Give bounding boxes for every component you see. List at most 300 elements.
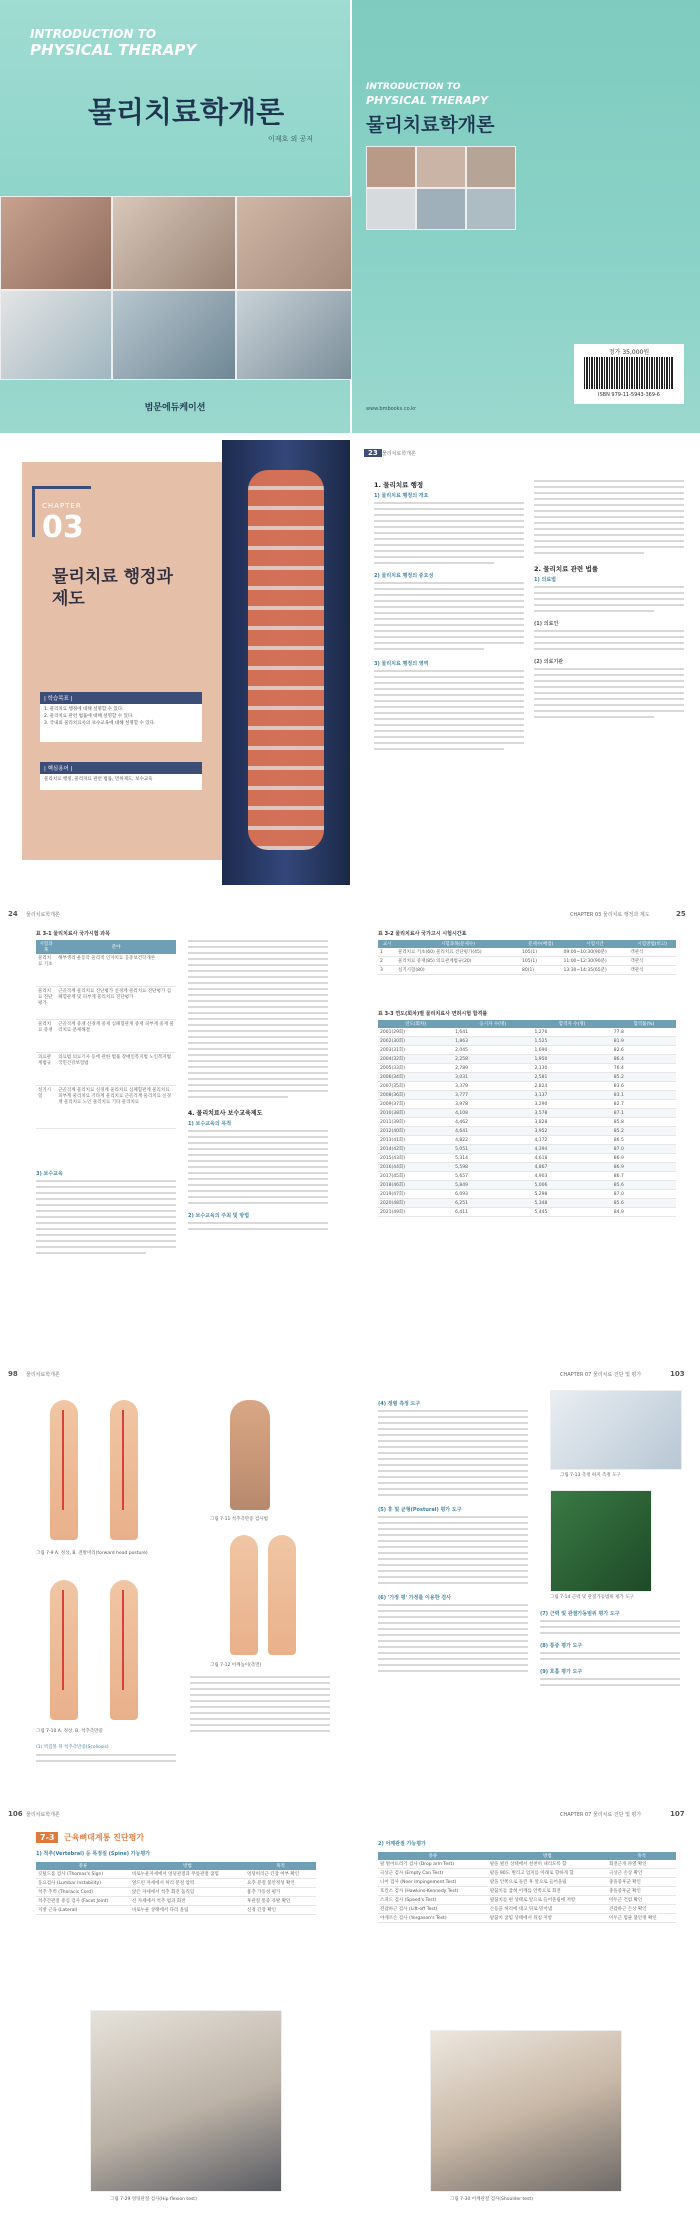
side-figure-1 xyxy=(230,1400,270,1510)
page-header: 물리치료학개론 xyxy=(382,451,416,457)
keywords-text: 물리치료 행정, 물리치료 관련 법률, 면허제도, 보수교육 xyxy=(44,777,153,782)
text-line xyxy=(374,538,524,540)
text-line xyxy=(534,680,684,682)
fig4-caption: 그림 7-11 척추측만증 검사법 xyxy=(210,1517,268,1522)
text-line xyxy=(190,1706,330,1708)
text-line xyxy=(36,1210,176,1212)
cell: 86.7 xyxy=(612,1172,676,1181)
spine-line xyxy=(122,1410,124,1510)
text-line xyxy=(378,1564,528,1566)
cell: 1,950 xyxy=(532,1055,611,1064)
text-line xyxy=(374,676,524,678)
back-photo-2 xyxy=(416,146,466,188)
text-line xyxy=(534,630,684,632)
publisher: 범문에듀케이션 xyxy=(144,403,206,413)
cell: 물리치료 중재(85) 의료관계법규(20) xyxy=(396,957,520,966)
text-line xyxy=(36,1760,176,1762)
text-line xyxy=(374,648,484,650)
exam-photo-1 xyxy=(90,2010,282,2192)
cell: 2008(36회) xyxy=(378,1091,453,1100)
table-header: 방법 xyxy=(130,1862,245,1870)
text-line xyxy=(534,522,684,524)
cell: 엎드린 자세에서 허리 분절 압력 xyxy=(130,1879,245,1888)
cell: 호킨스 검사 (Hawkins-Kennedy Test) xyxy=(378,1887,488,1896)
table-row xyxy=(378,1914,676,1923)
cell: 3,828 xyxy=(532,1118,611,1127)
text-line xyxy=(378,1516,528,1518)
text-line xyxy=(188,994,328,996)
text-line xyxy=(36,1222,176,1224)
cell: 2013(41회) xyxy=(378,1136,453,1145)
cell: 바로누운자세에서 엉덩관절과 무릎관절 굽힘 xyxy=(130,1870,245,1879)
back-photo-4 xyxy=(366,188,416,230)
body-figure-3 xyxy=(50,1580,78,1720)
fig3-caption: (1) 벽짐볼 뒤 척추측만증(Scoliosis) xyxy=(36,1745,109,1750)
table1-header: 시험과목 xyxy=(36,940,56,954)
cell: 충돌증후군 확인 xyxy=(607,1878,676,1887)
cover-photo-4 xyxy=(0,290,112,380)
table-row xyxy=(378,1878,676,1887)
cell: 1,276 xyxy=(532,1028,611,1037)
text-line xyxy=(378,1464,528,1466)
text-line xyxy=(378,1540,528,1542)
cell: 팔을 벌린 상태에서 천천히 내리도록 함 xyxy=(488,1860,607,1869)
table-row xyxy=(378,948,676,957)
cell: 앉은 자세에서 척추 회전 움직임 xyxy=(130,1888,245,1897)
cell: 야게르손 검사 (Yergason's Test) xyxy=(378,1914,488,1923)
sub6: (9) 호흡 평가 도구 xyxy=(540,1669,583,1675)
cover-author: 이재호 외 공저 xyxy=(268,135,314,143)
cell: 6,411 xyxy=(453,1208,532,1217)
isbn: ISBN 979-11-5943-369-6 xyxy=(598,392,660,398)
sec1-2: 2) 물리치료 행정의 중요성 xyxy=(374,573,434,579)
text-line xyxy=(188,970,328,972)
text-line xyxy=(188,1084,328,1086)
cell: 동요검사 (Lumbar Instability) xyxy=(36,1879,130,1888)
cell: 지방 근육 (Lateral) xyxy=(36,1906,130,1915)
cell: 86.9 xyxy=(612,1163,676,1172)
table2-header: 시험과목(문제수) xyxy=(396,940,520,948)
text-line xyxy=(378,1546,528,1548)
table-row xyxy=(378,1100,676,1109)
sec2-2: (1) 의료인 xyxy=(534,621,559,627)
tables-spread xyxy=(0,900,700,1345)
objective-2: 2. 물리치료 관련 법률에 대해 설명할 수 있다. xyxy=(44,714,134,719)
text-line xyxy=(378,1446,528,1448)
text-line xyxy=(378,1434,528,1436)
text-line xyxy=(374,706,524,708)
text-line xyxy=(540,1632,680,1634)
text-line xyxy=(540,1658,680,1660)
text-line xyxy=(374,712,524,714)
section-badge: 7-3 xyxy=(36,1832,58,1843)
chapter-title-1: 물리치료 행정과 xyxy=(52,567,173,587)
text-line xyxy=(534,704,684,706)
cover-title: 물리치료학개론 xyxy=(88,95,285,129)
cell: 85.2 xyxy=(612,1127,676,1136)
text-line xyxy=(378,1488,528,1490)
text-line xyxy=(188,1196,328,1198)
cell: 5,006 xyxy=(532,1181,611,1190)
cell: 2001(29회) xyxy=(378,1028,453,1037)
text-line xyxy=(36,1754,176,1756)
table3-header: 합격률(%) xyxy=(612,1020,676,1028)
page-number: 23 xyxy=(364,449,382,457)
text-line xyxy=(378,1528,528,1530)
text-line xyxy=(374,606,524,608)
back-cover xyxy=(352,0,700,433)
text-line xyxy=(378,1494,528,1496)
text-line xyxy=(188,958,328,960)
keywords-title: | 핵심용어 | xyxy=(40,762,202,774)
text-line xyxy=(36,1216,176,1218)
text-line xyxy=(378,1670,528,1672)
cell: 87.0 xyxy=(612,1145,676,1154)
text-line xyxy=(36,1204,176,1206)
cell: 회전근개 파열 확인 xyxy=(607,1860,676,1869)
page-header-right: CHAPTER 07 물리치료 진단 및 평가 xyxy=(560,1812,642,1818)
cell: 3 xyxy=(378,966,396,975)
cell: 2017(45회) xyxy=(378,1172,453,1181)
table-row xyxy=(378,1190,676,1199)
text-line xyxy=(36,1186,176,1188)
body-figure-1 xyxy=(50,1400,78,1540)
chapter-spread xyxy=(0,440,700,885)
page-number-left: 98 xyxy=(8,1370,18,1378)
fig6-caption: 그림 7-13 측정 하지 측정 도구 xyxy=(560,1473,621,1478)
text-line xyxy=(378,1558,528,1560)
cell: 4,641 xyxy=(453,1127,532,1136)
cell: 척추간관절 중심 검사 (Facet Joint) xyxy=(36,1897,130,1906)
text-line xyxy=(534,698,684,700)
spine-line xyxy=(122,1590,124,1690)
text-line xyxy=(534,636,684,638)
text-line xyxy=(540,1684,680,1686)
cell: 76.4 xyxy=(612,1064,676,1073)
cell: 바로누운 상태에서 다리 올림 xyxy=(130,1906,245,1915)
figures-spread xyxy=(0,1360,700,1790)
cell: 손등을 허리에 대고 뒤로 밀어냄 xyxy=(488,1905,607,1914)
text-line xyxy=(374,736,524,738)
text-line xyxy=(374,562,494,564)
cell: 1,863 xyxy=(453,1037,532,1046)
cell: 5,314 xyxy=(453,1154,532,1163)
cell: 83.6 xyxy=(612,1082,676,1091)
text-line xyxy=(188,1148,328,1150)
cell: 스피드 검사 (Speed's Test) xyxy=(378,1896,488,1905)
table-row xyxy=(378,1145,676,1154)
text-line xyxy=(378,1452,528,1454)
cell: 신경 긴장 확인 xyxy=(245,1906,316,1915)
sec1-title: 1. 물리치료 행정 xyxy=(374,481,424,489)
sec1-3: 3) 물리치료 행정의 영역 xyxy=(374,661,429,667)
cell: 4,462 xyxy=(453,1118,532,1127)
cell: 팔을 안쪽으로 돌린 후 앞으로 들어올림 xyxy=(488,1878,607,1887)
cell: 105(1) xyxy=(520,957,561,966)
table-row xyxy=(378,1154,676,1163)
text-line xyxy=(188,1190,328,1192)
cover-photo-2 xyxy=(112,196,236,290)
cell: 105(1) xyxy=(520,948,561,957)
body-figure-4 xyxy=(110,1580,138,1720)
text-line xyxy=(188,1222,328,1224)
table-row xyxy=(378,1208,676,1217)
table-row xyxy=(378,1073,676,1082)
cell: 13:30~14:35(65분) xyxy=(561,966,628,975)
cell: 물리치료 중재 xyxy=(36,1020,56,1053)
cell: 2010(38회) xyxy=(378,1109,453,1118)
table-row xyxy=(36,1020,176,1053)
text-line xyxy=(36,1246,176,1248)
table2 xyxy=(378,940,676,975)
cell: 86.5 xyxy=(612,1136,676,1145)
sub2: 2) 어깨관절 가능평가 xyxy=(378,1841,426,1847)
fig1-caption: 그림 7-9 A. 정상, B. 전방머리(forward head posture) xyxy=(36,1551,148,1556)
cell: 3,137 xyxy=(532,1091,611,1100)
cell: 엉덩허리근 긴장 여부 확인 xyxy=(245,1870,316,1879)
cell: 84.9 xyxy=(612,1208,676,1217)
cell: 2019(47회) xyxy=(378,1190,453,1199)
text-line xyxy=(378,1470,528,1472)
text-line xyxy=(188,1036,328,1038)
text-line xyxy=(374,520,524,522)
test-table-2 xyxy=(378,1852,676,1923)
front-cover xyxy=(0,0,350,433)
cell: 3,379 xyxy=(453,1082,532,1091)
cell: 2002(30회) xyxy=(378,1037,453,1046)
text-line xyxy=(188,1048,328,1050)
text-line xyxy=(188,1006,328,1008)
table-row xyxy=(378,1136,676,1145)
cell: 팔 떨어뜨리기 검사 (Drop arm Test) xyxy=(378,1860,488,1869)
text-line xyxy=(188,1166,328,1168)
fig2-caption: 그림 7-10 A. 정상, B. 척추측만증 xyxy=(36,1729,103,1734)
cell: 87.1 xyxy=(612,1109,676,1118)
text-line xyxy=(378,1410,528,1412)
cell: 2020(48회) xyxy=(378,1199,453,1208)
sec2-title: 2. 물리치료 관련 법률 xyxy=(534,565,599,573)
eng-title-2: PHYSICAL THERAPY xyxy=(30,41,197,59)
table-row xyxy=(378,1896,676,1905)
text-line xyxy=(534,546,684,548)
cell: 3,578 xyxy=(532,1109,611,1118)
page-number-right: 25 xyxy=(676,910,686,918)
cell: 86.9 xyxy=(612,1154,676,1163)
cell: 2,258 xyxy=(453,1055,532,1064)
back-eng-2: PHYSICAL THERAPY xyxy=(366,94,488,107)
text-line xyxy=(188,940,328,942)
table1-title: 표 3-1 물리치료사 국가시험 과목 xyxy=(36,931,110,937)
page-number-right: 107 xyxy=(670,1810,685,1818)
cell: 2014(42회) xyxy=(378,1145,453,1154)
text-line xyxy=(188,1042,328,1044)
back-photo-1 xyxy=(366,146,416,188)
text-line xyxy=(534,604,684,606)
table-row xyxy=(378,1082,676,1091)
photo-caption-2: 그림 7-30 어깨관절 검사(Shoulder test) xyxy=(450,2197,533,2202)
table2-header: 시험방법(비고) xyxy=(628,940,676,948)
text-line xyxy=(534,592,684,594)
text-line xyxy=(378,1628,528,1630)
text-line xyxy=(188,1024,328,1026)
text-line xyxy=(374,556,524,558)
table-row xyxy=(378,1037,676,1046)
cell: 6,251 xyxy=(453,1199,532,1208)
fig7-caption: 그림 7-14 근력 및 관절가동범위 평가 도구 xyxy=(550,1595,634,1600)
table-row xyxy=(36,1870,316,1879)
text-line xyxy=(188,964,328,966)
table-row xyxy=(378,957,676,966)
text-line xyxy=(36,1240,176,1242)
text-line xyxy=(378,1458,528,1460)
text-line xyxy=(534,692,684,694)
sec3: 3) 보수교육 xyxy=(36,1171,63,1177)
text-line xyxy=(378,1604,528,1606)
text-line xyxy=(374,550,524,552)
chapter-number: 03 xyxy=(42,510,84,545)
table-row xyxy=(378,1109,676,1118)
cell: 팔꿈치를 굽혀 어깨를 안쪽으로 회전 xyxy=(488,1887,607,1896)
text-line xyxy=(188,1060,328,1062)
spine-image xyxy=(222,440,350,885)
text-line xyxy=(374,700,524,702)
cell: 3,952 xyxy=(532,1127,611,1136)
table-row xyxy=(378,1869,676,1878)
text-line xyxy=(534,642,684,644)
cell: 85.8 xyxy=(612,1118,676,1127)
text-line xyxy=(534,528,684,530)
cell: 근골격계 물리치료 진단평가 신경계 물리치료 진단평가 심폐혈관계 및 피부계 물리치료 진단평가 xyxy=(56,987,176,1020)
cell: 깃털드롭 검사 (Thomas's Sign) xyxy=(36,1870,130,1879)
page-number-right: 103 xyxy=(670,1370,685,1378)
text-line xyxy=(378,1652,528,1654)
table-row xyxy=(378,966,676,975)
text-line xyxy=(190,1700,330,1702)
text-line xyxy=(374,748,504,750)
body-figure-2 xyxy=(110,1400,138,1540)
exam-photo-2 xyxy=(430,2030,622,2192)
table-row xyxy=(378,1199,676,1208)
text-line xyxy=(36,1180,176,1182)
table-header: 목적 xyxy=(245,1862,316,1870)
text-line xyxy=(534,610,654,612)
text-line xyxy=(534,534,684,536)
barcode xyxy=(584,357,674,389)
text-line xyxy=(188,1066,328,1068)
text-line xyxy=(188,1054,328,1056)
cover-photo-6 xyxy=(236,290,352,380)
text-line xyxy=(374,682,524,684)
table2-title: 표 3-2 물리치료사 국가고시 시험시간표 xyxy=(378,931,467,937)
cell: 1 xyxy=(378,948,396,957)
cell: 근골격계 물리치료 신경계 물리치료 심폐혈관계 물리치료 피부계 물리치료 기타계 물리치료 근골격계 물리치료 신경계 물리치료 노인 물리치료 기타 물리치료 xyxy=(56,1086,176,1129)
cell: 팔을 90도 벌리고 엄지를 아래로 향하게 함 xyxy=(488,1869,607,1878)
text-line xyxy=(378,1616,528,1618)
text-line xyxy=(190,1724,330,1726)
cell: 이두근 힘줄 불안정 확인 xyxy=(607,1914,676,1923)
cell: 5,445 xyxy=(532,1208,611,1217)
cell: 4,867 xyxy=(532,1163,611,1172)
page-number-left: 24 xyxy=(8,910,18,918)
text-line xyxy=(534,598,684,600)
text-line xyxy=(374,544,524,546)
text-line xyxy=(188,1090,328,1092)
text-line xyxy=(378,1428,528,1430)
table-header: 방법 xyxy=(488,1852,607,1860)
sec1-1: 1) 물리치료 행정의 개요 xyxy=(374,493,429,499)
cell: 3,290 xyxy=(532,1100,611,1109)
cell: 5,298 xyxy=(532,1190,611,1199)
text-line xyxy=(188,982,328,984)
cell: 후관절 통증 유발 확인 xyxy=(245,1897,316,1906)
text-line xyxy=(540,1678,680,1680)
cover-photo-1 xyxy=(0,196,112,290)
text-line xyxy=(190,1712,330,1714)
text-line xyxy=(188,1154,328,1156)
sub2: (5) 휴 및 균형(Postural) 평가 도구 xyxy=(378,1507,462,1513)
text-line xyxy=(374,694,524,696)
text-line xyxy=(188,1000,328,1002)
cell: 87.0 xyxy=(612,1190,676,1199)
cell: 선 자세에서 척추 폄과 회전 xyxy=(130,1897,245,1906)
cell: 2018(46회) xyxy=(378,1181,453,1190)
side-figure-3 xyxy=(268,1535,296,1655)
table-row xyxy=(378,1055,676,1064)
back-eng-1: INTRODUCTION TO xyxy=(366,82,461,92)
text-line xyxy=(190,1688,330,1690)
text-line xyxy=(534,586,684,588)
cell: 4,618 xyxy=(532,1154,611,1163)
cell: 4,172 xyxy=(532,1136,611,1145)
cell: 82.6 xyxy=(612,1046,676,1055)
table-header: 종류 xyxy=(378,1852,488,1860)
table-row xyxy=(378,1887,676,1896)
sub1: (4) 정렬 측정 도구 xyxy=(378,1401,421,1407)
cell: 물리치료 기초 xyxy=(36,954,56,987)
cell: 이두근 건염 확인 xyxy=(607,1896,676,1905)
cell: 2016(44회) xyxy=(378,1163,453,1172)
cell: 5,598 xyxy=(453,1163,532,1172)
equipment-photo xyxy=(550,1490,652,1592)
text-line xyxy=(378,1634,528,1636)
text-line xyxy=(374,718,524,720)
cell: 충돌증후군 확인 xyxy=(607,1887,676,1896)
text-line xyxy=(188,1136,328,1138)
cell: 2,130 xyxy=(532,1064,611,1073)
objectives-title: | 학습목표 | xyxy=(40,692,202,704)
sub3: (6) '가정 평' 가정를 이용한 검사 xyxy=(378,1595,451,1601)
spine-vertebrae xyxy=(248,470,324,850)
table-header: 목적 xyxy=(607,1852,676,1860)
cover-photo-3 xyxy=(236,196,352,290)
sub5: (8) 통증 평가 도구 xyxy=(540,1643,583,1649)
text-line xyxy=(188,1096,288,1098)
text-line xyxy=(36,1234,176,1236)
table-row xyxy=(378,1172,676,1181)
text-line xyxy=(374,582,524,584)
cell: 85.2 xyxy=(612,1073,676,1082)
text-line xyxy=(374,502,524,504)
cell: 5,657 xyxy=(453,1172,532,1181)
table-row xyxy=(36,954,176,987)
text-line xyxy=(190,1676,330,1678)
eng-title-1: INTRODUCTION TO xyxy=(30,27,157,41)
side-figure-2 xyxy=(230,1535,258,1655)
text-line xyxy=(188,976,328,978)
objectives-box xyxy=(40,692,202,742)
page-header-right: CHAPTER 07 물리치료 진단 및 평가 xyxy=(560,1372,642,1378)
text-line xyxy=(378,1416,528,1418)
